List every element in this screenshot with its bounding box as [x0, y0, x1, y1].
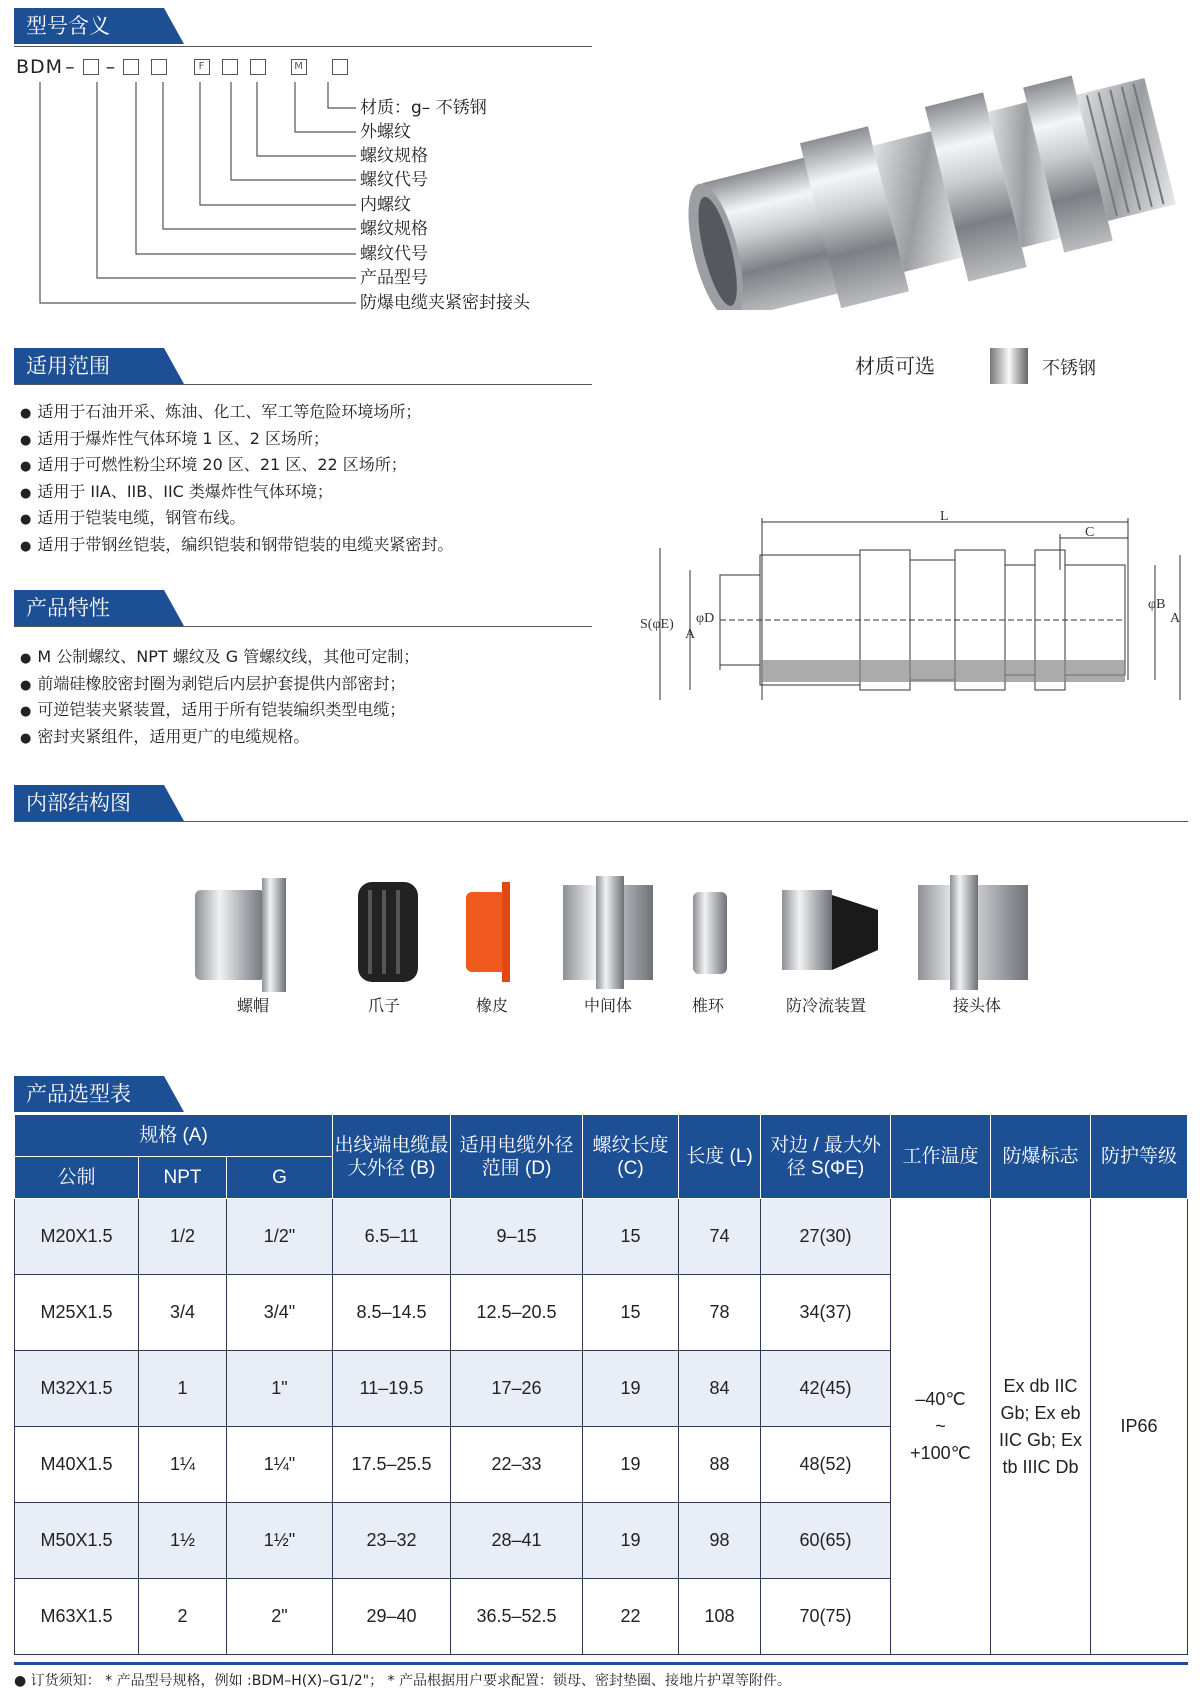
technical-drawing [640, 510, 1190, 710]
part-label: 爪子 [367, 996, 401, 1015]
header-s: 对边 / 最大外径 S(ΦE) [761, 1115, 891, 1199]
dim-C: C [1085, 525, 1095, 540]
dim-A-left: A [685, 627, 696, 642]
cell: 1 [139, 1351, 227, 1427]
part-connector-body-icon [918, 875, 1028, 990]
list-item: ● 可逆铠装夹紧装置，适用于所有铠装编织类型电缆； [20, 698, 419, 725]
header-npt: NPT [139, 1157, 227, 1199]
code-box [332, 59, 348, 75]
dim-L: L [940, 510, 949, 524]
header-temp: 工作温度 [891, 1115, 991, 1199]
model-prefix: BDM [16, 56, 64, 78]
cell: M20X1.5 [15, 1199, 139, 1275]
cell: 1¼" [227, 1427, 333, 1503]
dash: – [65, 56, 76, 78]
list-item: ● 适用于带钢丝铠装，编织铠装和钢带铠装的电缆夹紧密封。 [20, 533, 453, 560]
cell: 2 [139, 1579, 227, 1655]
parts-illustration [0, 870, 1200, 1010]
tree-label: 螺纹代号 [360, 244, 428, 264]
header-c: 螺纹长度 (C) [583, 1115, 679, 1199]
cell: 15 [583, 1275, 679, 1351]
cell: 108 [679, 1579, 761, 1655]
cell: 84 [679, 1351, 761, 1427]
cell: 34(37) [761, 1275, 891, 1351]
header-d: 适用电缆外径范围 (D) [451, 1115, 583, 1199]
code-box [250, 59, 266, 75]
section-title-model: 型号含义 [14, 8, 164, 44]
section-title-features: 产品特性 [14, 590, 164, 626]
dash: – [105, 56, 117, 78]
tree-label: 螺纹代号 [360, 170, 428, 190]
code-box [83, 59, 99, 75]
tree-label: 内螺纹 [360, 195, 411, 215]
cell: 42(45) [761, 1351, 891, 1427]
part-rubber-icon [466, 882, 510, 982]
section-title-structure: 内部结构图 [14, 785, 164, 821]
cell: 8.5–14.5 [333, 1275, 451, 1351]
cell: 1½" [227, 1503, 333, 1579]
ex-cell: Ex db IIC Gb; Ex eb IIC Gb; Ex tb IIIC Db [991, 1199, 1091, 1655]
cell: 2" [227, 1579, 333, 1655]
tree-label: 螺纹规格 [360, 219, 428, 239]
part-label: 椎环 [691, 996, 725, 1015]
cell: 1½ [139, 1503, 227, 1579]
header-spec: 规格 (A) [15, 1115, 333, 1157]
part-claw-icon [358, 882, 418, 982]
cell: 15 [583, 1199, 679, 1275]
cell: 12.5–20.5 [451, 1275, 583, 1351]
cell: M50X1.5 [15, 1503, 139, 1579]
tree-label: 外螺纹 [360, 122, 411, 142]
part-label: 橡皮 [475, 996, 509, 1015]
cell: 98 [679, 1503, 761, 1579]
divider [14, 46, 592, 47]
footer-rule [14, 1662, 1188, 1665]
tree-label: 材质：g– 不锈钢 [360, 98, 487, 118]
temp-cell: –40℃ ~ +100℃ [891, 1199, 991, 1655]
code-box [123, 59, 139, 75]
dim-A-right: A [1170, 611, 1181, 626]
list-item: ● 密封夹紧组件，适用更广的电缆规格。 [20, 725, 419, 752]
cell: 78 [679, 1275, 761, 1351]
cell: 11–19.5 [333, 1351, 451, 1427]
model-tree-lines [0, 80, 360, 320]
cell: 1/2" [227, 1199, 333, 1275]
cell: 17–26 [451, 1351, 583, 1427]
section-title-table: 产品选型表 [14, 1076, 164, 1112]
list-item: ● 适用于石油开采、炼油、化工、军工等危险环境场所； [20, 400, 453, 427]
cell: 48(52) [761, 1427, 891, 1503]
dim-D: φD [696, 611, 715, 626]
list-item: ● 前端硅橡胶密封圈为剥铠后内层护套提供内部密封； [20, 672, 419, 699]
order-note-text: 订货须知： * 产品型号规格，例如 :BDM–H(X)–G1/2"； * 产品根据用户要求配置：锁母、密封垫圈、接地片护罩等附件。 [30, 1673, 791, 1689]
model-code [16, 56, 353, 78]
product-photo [660, 20, 1180, 310]
cell: M25X1.5 [15, 1275, 139, 1351]
list-item: ● 适用于 IIA、IIB、IIC 类爆炸性气体环境； [20, 480, 453, 507]
tree-label: 螺纹规格 [360, 146, 428, 166]
cell: 3/4 [139, 1275, 227, 1351]
cell: 27(30) [761, 1199, 891, 1275]
cell: 28–41 [451, 1503, 583, 1579]
divider [14, 384, 592, 385]
scope-list [20, 400, 453, 559]
cell: 29–40 [333, 1579, 451, 1655]
part-label: 接头体 [952, 996, 1002, 1015]
part-label: 防冷流装置 [785, 996, 867, 1015]
code-box-m: M [291, 59, 307, 75]
selection-table [14, 1114, 1188, 1655]
cell: M40X1.5 [15, 1427, 139, 1503]
cell: 3/4" [227, 1275, 333, 1351]
code-box [222, 59, 238, 75]
header-ex: 防爆标志 [991, 1115, 1091, 1199]
cell: 1¼ [139, 1427, 227, 1503]
cell: 19 [583, 1427, 679, 1503]
list-item: ● 适用于可燃性粉尘环境 20 区、21 区、22 区场所； [20, 453, 453, 480]
stainless-swatch [990, 348, 1028, 384]
cell: 9–15 [451, 1199, 583, 1275]
tree-label: 防爆电缆夹紧密封接头 [360, 293, 530, 313]
cell: 19 [583, 1503, 679, 1579]
header-g: G [227, 1157, 333, 1199]
cell: 60(65) [761, 1503, 891, 1579]
divider [14, 626, 592, 627]
divider [14, 821, 1188, 822]
header-ip: 防护等级 [1091, 1115, 1188, 1199]
dim-S: S(φE) [640, 617, 674, 632]
part-anti-cold-flow-icon [782, 890, 878, 970]
tree-label: 产品型号 [360, 268, 428, 288]
list-item: ● 适用于爆炸性气体环境 1 区、2 区场所； [20, 427, 453, 454]
cell: 1/2 [139, 1199, 227, 1275]
part-middle-body-icon [563, 876, 653, 989]
cell: 74 [679, 1199, 761, 1275]
material-option: 不锈钢 [1042, 358, 1096, 379]
order-note: ● 订货须知： * 产品型号规格，例如 :BDM–H(X)–G1/2"； * 产品根据用户要求配置：锁母、密封垫圈、接地片护罩等附件。 [14, 1673, 791, 1689]
cell: 22–33 [451, 1427, 583, 1503]
cell: 1" [227, 1351, 333, 1427]
dim-B: φB [1148, 597, 1166, 612]
code-box-f: F [194, 59, 210, 75]
cell: 36.5–52.5 [451, 1579, 583, 1655]
header-b: 出线端电缆最大外径 (B) [333, 1115, 451, 1199]
ip-cell: IP66 [1091, 1199, 1188, 1655]
cell: 70(75) [761, 1579, 891, 1655]
cell: M63X1.5 [15, 1579, 139, 1655]
features-list [20, 645, 419, 751]
cell: 88 [679, 1427, 761, 1503]
cell: 22 [583, 1579, 679, 1655]
code-box [151, 59, 167, 75]
section-title-scope: 适用范围 [14, 348, 164, 384]
list-item: ● M 公制螺纹、NPT 螺纹及 G 管螺纹线，其他可定制； [20, 645, 419, 672]
table-row [15, 1199, 1188, 1275]
cell: 19 [583, 1351, 679, 1427]
part-label: 螺帽 [236, 996, 270, 1015]
list-item: ● 适用于铠装电缆，钢管布线。 [20, 506, 453, 533]
material-label: 材质可选 [855, 354, 935, 378]
cell: 6.5–11 [333, 1199, 451, 1275]
cell: 23–32 [333, 1503, 451, 1579]
part-cone-ring-icon [693, 892, 727, 974]
part-label: 中间体 [583, 996, 633, 1015]
header-metric: 公制 [15, 1157, 139, 1199]
cell: 17.5–25.5 [333, 1427, 451, 1503]
cell: M32X1.5 [15, 1351, 139, 1427]
part-nut-icon [195, 878, 286, 992]
header-l: 长度 (L) [679, 1115, 761, 1199]
